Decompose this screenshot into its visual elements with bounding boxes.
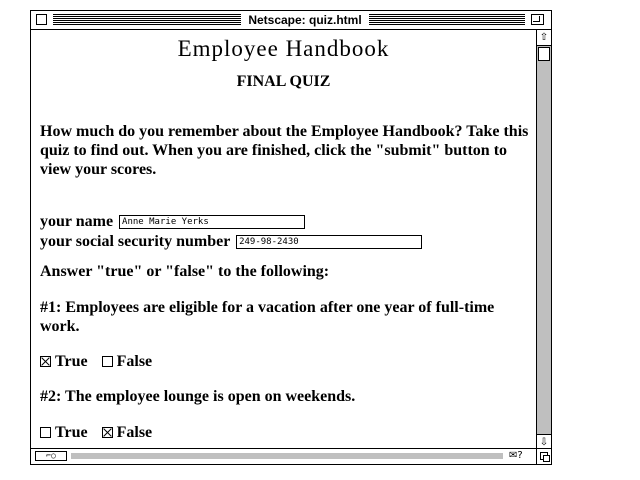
browser-window xyxy=(30,10,552,465)
broken-key-icon[interactable]: ⌐○ xyxy=(35,451,67,461)
q2-false-checkbox[interactable] xyxy=(102,427,113,438)
q1-true-label: True xyxy=(55,353,88,370)
window-title: Netscape: quiz.html xyxy=(245,12,365,28)
q1-false-checkbox[interactable] xyxy=(102,356,113,367)
question-1-text: #1: Employees are eligible for a vacation after one year of full-time work. xyxy=(40,299,495,335)
q1-false-label: False xyxy=(116,353,153,370)
intro-text: How much do you remember about the Employee Handbook? Take this quiz to find out. When you are finished, click the "submit" button to view your scores. xyxy=(40,123,529,178)
page-content xyxy=(31,30,536,450)
vertical-scrollbar[interactable] xyxy=(536,30,551,450)
page-subtitle: FINAL QUIZ xyxy=(236,73,331,90)
title-stripes-left xyxy=(53,14,241,25)
scroll-thumb[interactable] xyxy=(538,47,550,61)
close-box[interactable] xyxy=(36,14,47,25)
mail-icon[interactable]: ✉? xyxy=(509,450,523,461)
q1-true-checkbox[interactable] xyxy=(40,356,51,367)
status-bar xyxy=(31,448,551,464)
status-pattern xyxy=(71,453,503,459)
question-2-answers xyxy=(40,423,152,442)
ssn-row xyxy=(40,232,422,251)
name-input[interactable] xyxy=(119,215,305,229)
q2-true-checkbox[interactable] xyxy=(40,427,51,438)
q2-false-label: False xyxy=(116,424,153,441)
title-bar[interactable] xyxy=(31,11,551,30)
ssn-label: your social security number xyxy=(40,233,231,250)
quiz-instructions: Answer "true" or "false" to the following: xyxy=(40,263,330,280)
scroll-up-arrow-icon[interactable]: ⇧ xyxy=(537,30,551,46)
name-row xyxy=(40,212,305,231)
question-2-text: #2: The employee lounge is open on weekends. xyxy=(40,388,356,405)
question-1-answers xyxy=(40,352,152,371)
page-title: Employee Handbook xyxy=(177,36,390,61)
grow-box[interactable] xyxy=(536,449,551,464)
title-stripes-right xyxy=(369,14,525,25)
name-label: your name xyxy=(40,213,114,230)
scroll-down-arrow-icon[interactable]: ⇩ xyxy=(537,434,551,450)
zoom-box[interactable] xyxy=(531,14,544,25)
q2-true-label: True xyxy=(55,424,88,441)
ssn-input[interactable] xyxy=(236,235,422,249)
